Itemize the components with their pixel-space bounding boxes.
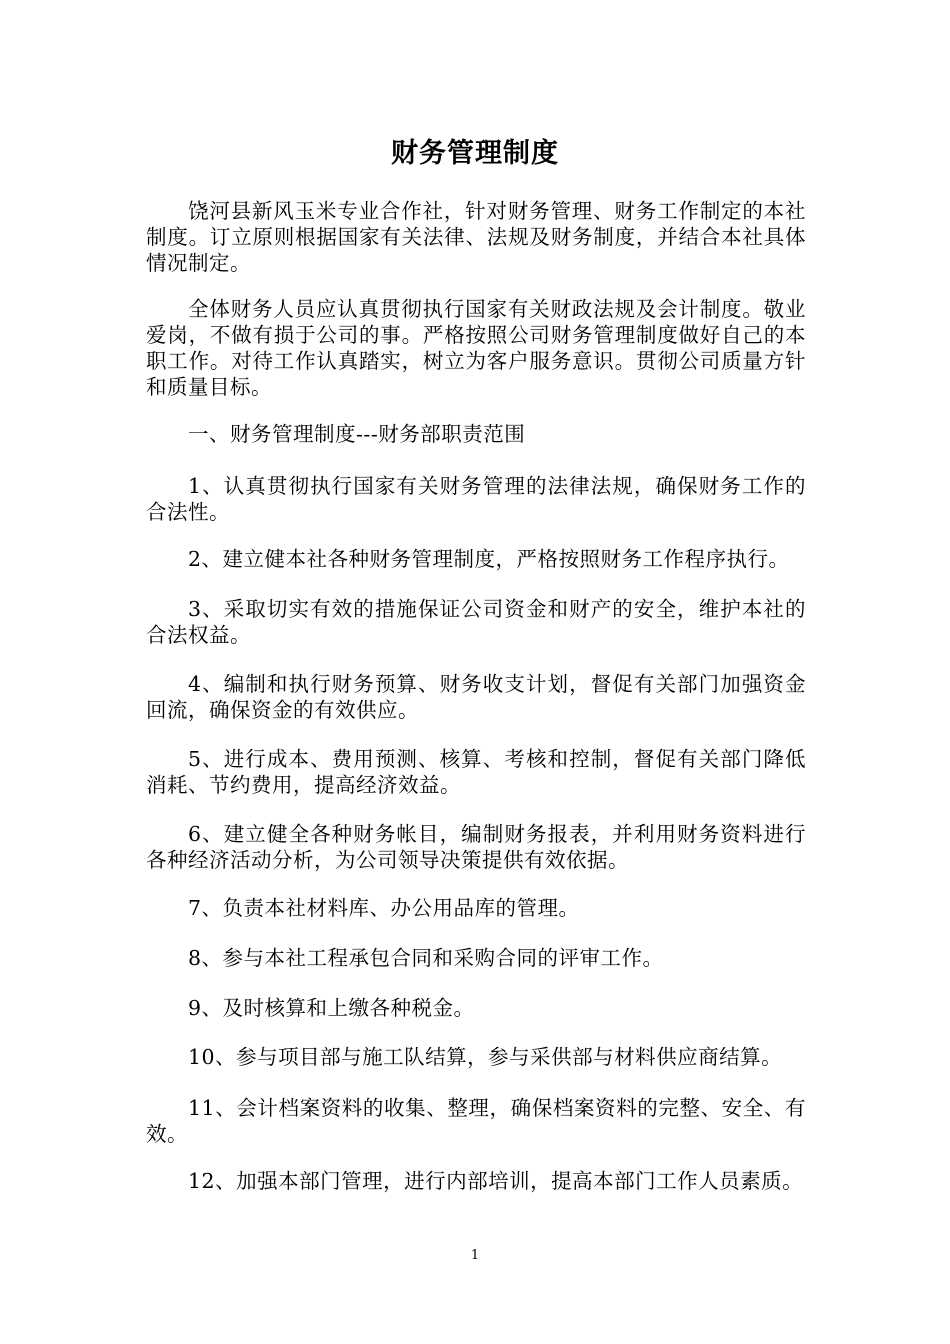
list-item-9: 9、及时核算和上缴各种税金。 bbox=[188, 996, 475, 1020]
list-item-12: 12、加强本部门管理，进行内部培训，提高本部门工作人员素质。 bbox=[188, 1169, 804, 1193]
list-item-11: 11、会计档案资料的收集、整理，确保档案资料的完整、安全、有效。 bbox=[146, 1096, 806, 1146]
list-item-6: 6、建立健全各种财务帐目，编制财务报表，并利用财务资料进行各种经济活动分析，为公司领导决策提供有效依据。 bbox=[146, 822, 806, 872]
list-item-1: 1、认真贯彻执行国家有关财务管理的法律法规，确保财务工作的合法性。 bbox=[146, 474, 806, 524]
page-number: 1 bbox=[470, 1248, 480, 1263]
list-item-3: 3、采取切实有效的措施保证公司资金和财产的安全，维护本社的合法权益。 bbox=[146, 597, 806, 647]
list-item-7: 7、负责本社材料库、办公用品库的管理。 bbox=[188, 896, 580, 920]
section-heading: 一、财务管理制度---财务部职责范围 bbox=[188, 422, 526, 446]
list-item-5: 5、进行成本、费用预测、核算、考核和控制，督促有关部门降低消耗、节约费用，提高经济效益。 bbox=[146, 747, 806, 797]
list-item-8: 8、参与本社工程承包合同和采购合同的评审工作。 bbox=[188, 946, 664, 970]
document-title: 财务管理制度 bbox=[391, 138, 559, 169]
paragraph-intro: 饶河县新风玉米专业合作社，针对财务管理、财务工作制定的本社制度。订立原则根据国家有关法律、法规及财务制度，并结合本社具体情况制定。 bbox=[146, 199, 806, 275]
list-item-2: 2、建立健本社各种财务管理制度，严格按照财务工作程序执行。 bbox=[188, 547, 790, 571]
list-item-4: 4、编制和执行财务预算、财务收支计划，督促有关部门加强资金回流，确保资金的有效供应。 bbox=[146, 672, 806, 722]
list-item-10: 10、参与项目部与施工队结算，参与采供部与材料供应商结算。 bbox=[188, 1045, 783, 1069]
paragraph-staff-requirements: 全体财务人员应认真贯彻执行国家有关财政法规及会计制度。敬业爱岗，不做有损于公司的事。严格按照公司财务管理制度做好自己的本职工作。对待工作认真踏实，树立为客户服务意识。贯彻公司质量方针和质量目标。 bbox=[146, 297, 806, 399]
